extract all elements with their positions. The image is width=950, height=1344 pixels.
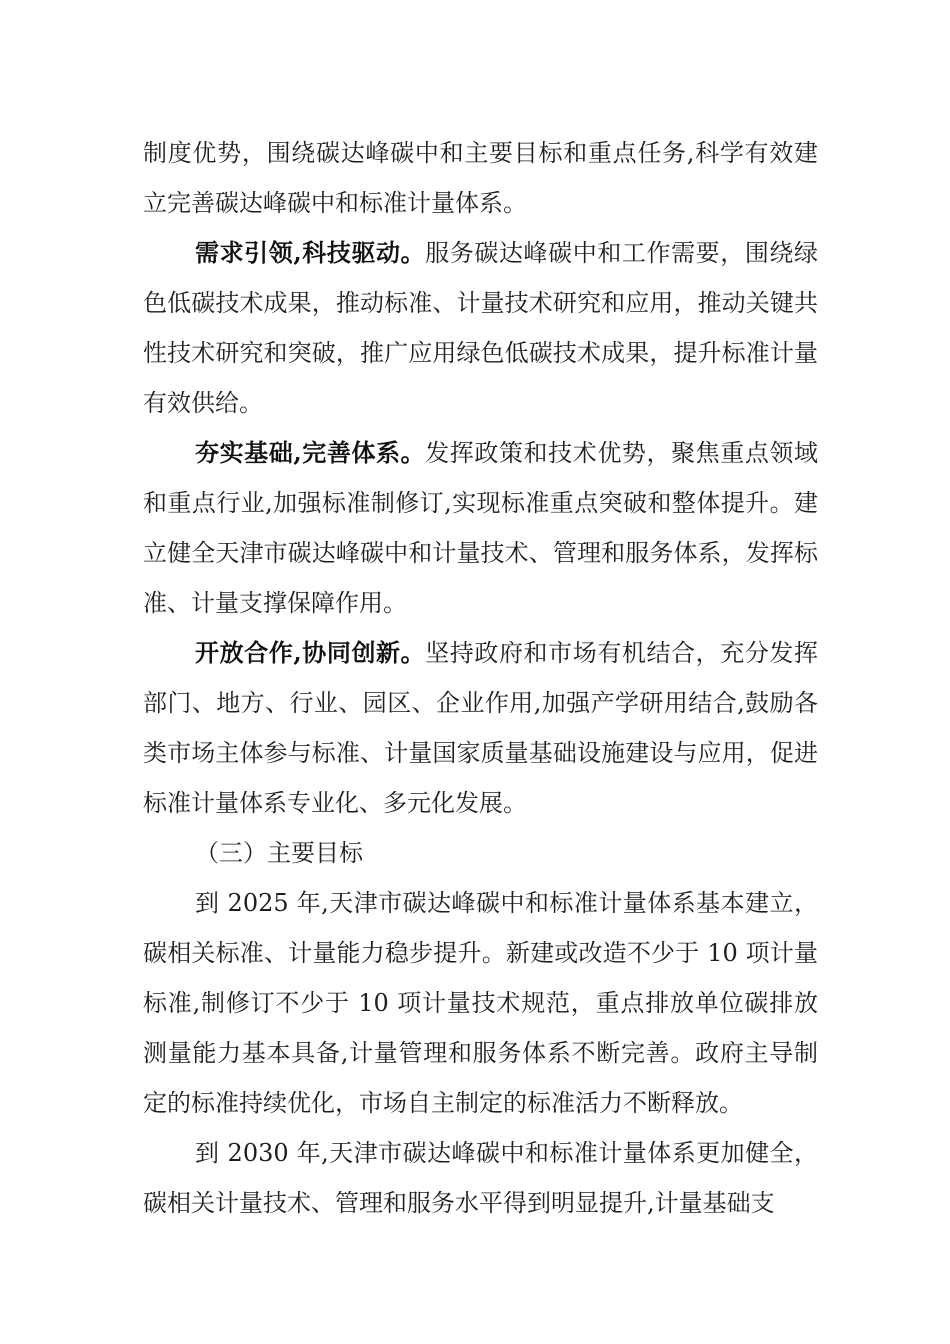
paragraph-text: 制度优势，围绕碳达峰碳中和主要目标和重点任务,科学有效建立完善碳达峰碳中和标准计量体系。 [143, 139, 818, 217]
paragraph-text: 坚持政府和市场有机结合，充分发挥部门、地方、行业、园区、企业作用,加强产学研用结合,鼓励各类市场主体参与标准、计量国家质量基础设施建设与应用，促进标准计量体系专业化、多元化发展。 [143, 639, 819, 817]
paragraph-continuation [143, 128, 818, 228]
paragraph-foundation [143, 428, 818, 628]
paragraph-text: 发挥政策和技术优势，聚焦重点领域和重点行业,加强标准制修订,实现标准重点突破和整体提升。建立健全天津市碳达峰碳中和计量技术、管理和服务体系，发挥标准、计量支撑保障作用。 [143, 439, 819, 617]
paragraph-goal-2025 [143, 878, 818, 1128]
paragraph-demand-led [143, 228, 818, 428]
paragraph-lead: 夯实基础,完善体系。 [195, 438, 426, 467]
paragraph-goal-2030 [143, 1128, 818, 1228]
paragraph-lead: 需求引领,科技驱动。 [195, 238, 426, 267]
document-body [143, 128, 818, 1228]
section-heading-text: （三）主要目标 [195, 839, 363, 867]
section-heading-main-goals [143, 828, 818, 878]
paragraph-lead: 开放合作,协同创新。 [195, 638, 426, 667]
paragraph-text: 服务碳达峰碳中和工作需要，围绕绿色低碳技术成果，推动标准、计量技术研究和应用，推动关键共性技术研究和突破，推广应用绿色低碳技术成果，提升标准计量有效供给。 [143, 239, 819, 417]
paragraph-text: 到 2030 年,天津市碳达峰碳中和标准计量体系更加健全，碳相关计量技术、管理和服务水平得到明显提升,计量基础支 [143, 1139, 818, 1217]
paragraph-text: 到 2025 年,天津市碳达峰碳中和标准计量体系基本建立，碳相关标准、计量能力稳步提升。新建或改造不少于 10 项计量标准,制修订不少于 10 项计量技术规范，重点排放单位碳排放测量能力基本具备,计量管理和服务体系不断完善。政府主导制定的标准持续优化，市场自主制定的标准活力不断释放。 [143, 889, 818, 1117]
paragraph-cooperation [143, 628, 818, 828]
